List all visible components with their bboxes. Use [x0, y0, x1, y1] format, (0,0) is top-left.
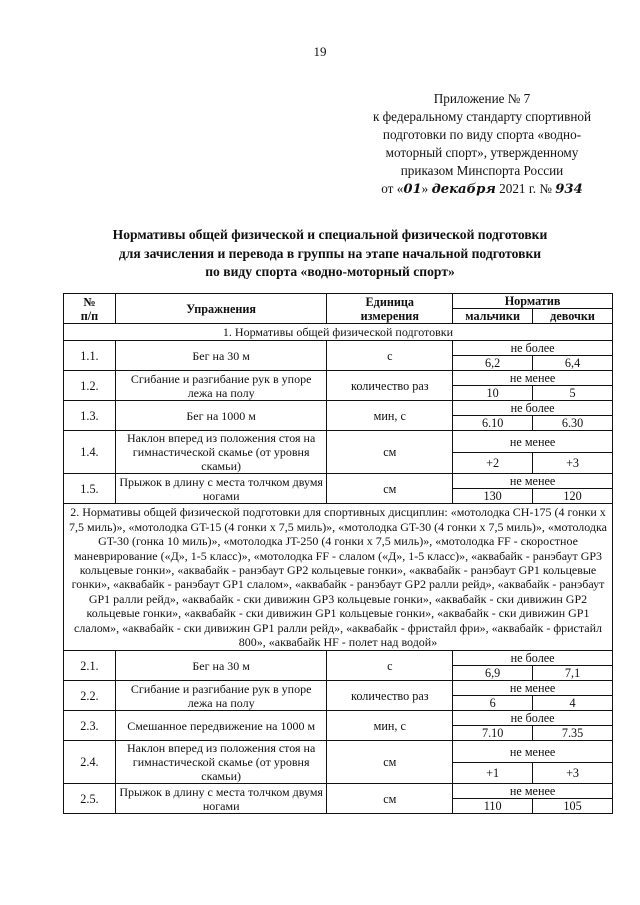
row-number: 1.4.: [64, 431, 116, 474]
page-number: 19: [313, 44, 327, 59]
appendix-line: моторный спорт», утвержденному: [385, 145, 579, 160]
unit-of-measure: с: [327, 651, 453, 681]
row-number: 2.5.: [64, 784, 116, 814]
norm-criterion: не менее: [453, 741, 613, 763]
table-row: [64, 341, 613, 356]
handwritten-order-number: 934: [555, 182, 583, 197]
norm-criterion: не более: [453, 651, 613, 666]
table-row: [64, 784, 613, 799]
norm-criterion: не более: [453, 341, 613, 356]
exercise-name: Наклон вперед из положения стоя на гимнастической скамье (от уровня скамьи): [115, 431, 327, 474]
exercise-name: Бег на 30 м: [115, 341, 327, 371]
unit-of-measure: с: [327, 341, 453, 371]
unit-of-measure: см: [327, 474, 453, 504]
header-num: № п/п: [64, 294, 116, 324]
norm-criterion: не более: [453, 711, 613, 726]
boys-value: 6,2: [453, 356, 533, 371]
exercise-name: Сгибание и разгибание рук в упоре лежа на полу: [115, 681, 327, 711]
appendix-line: подготовки по виду спорта «водно-: [382, 127, 582, 142]
girls-value: 4: [533, 696, 613, 711]
document-title: [60, 226, 600, 282]
order-date-line: [352, 180, 612, 199]
appendix-line: приказом Минспорта России: [400, 163, 564, 178]
exercise-name: Бег на 1000 м: [115, 401, 327, 431]
girls-value: 5: [533, 386, 613, 401]
boys-value: 6: [453, 696, 533, 711]
norms-table: [63, 293, 613, 814]
norm-criterion: не менее: [453, 371, 613, 386]
boys-value: 6,9: [453, 666, 533, 681]
header-unit: Единица измерения: [327, 294, 453, 324]
exercise-name: Прыжок в длину с места толчком двумя ногами: [115, 784, 327, 814]
header-boys: мальчики: [453, 309, 533, 324]
row-number: 2.4.: [64, 741, 116, 784]
row-number: 1.3.: [64, 401, 116, 431]
boys-value: 110: [453, 799, 533, 814]
year-text: 2021 г. №: [499, 181, 552, 196]
norm-criterion: не менее: [453, 431, 613, 453]
row-number: 1.5.: [64, 474, 116, 504]
row-number: 1.1.: [64, 341, 116, 371]
unit-of-measure: количество раз: [327, 681, 453, 711]
table-row: [64, 371, 613, 386]
title-line: по виду спорта «водно-моторный спорт»: [205, 264, 455, 279]
exercise-name: Бег на 30 м: [115, 651, 327, 681]
header-girls: девочки: [533, 309, 613, 324]
norm-criterion: не менее: [453, 784, 613, 799]
title-line: Нормативы общей физической и специальной физической подготовки: [112, 227, 548, 242]
row-number: 2.2.: [64, 681, 116, 711]
table-row: [64, 681, 613, 696]
handwritten-month: декабря: [431, 182, 496, 197]
girls-value: 7,1: [533, 666, 613, 681]
unit-of-measure: см: [327, 784, 453, 814]
table-row: [64, 711, 613, 726]
unit-of-measure: см: [327, 431, 453, 474]
girls-value: 7.35: [533, 726, 613, 741]
unit-of-measure: количество раз: [327, 371, 453, 401]
table-row: [64, 431, 613, 453]
table-row: [64, 651, 613, 666]
appendix-header: [352, 90, 612, 199]
boys-value: +2: [453, 452, 533, 474]
header-exercise: Упражнения: [115, 294, 327, 324]
exercise-name: Наклон вперед из положения стоя на гимнастической скамье (от уровня скамьи): [115, 741, 327, 784]
boys-value: 6.10: [453, 416, 533, 431]
boys-value: +1: [453, 762, 533, 784]
table-row: [64, 401, 613, 416]
exercise-name: Смешанное передвижение на 1000 м: [115, 711, 327, 741]
boys-value: 7.10: [453, 726, 533, 741]
appendix-title: Приложение № 7: [433, 91, 531, 106]
date-prefix: от «: [381, 181, 404, 196]
table-row: [64, 474, 613, 489]
girls-value: 6,4: [533, 356, 613, 371]
section-2-heading: 2. Нормативы общей физической подготовки для спортивных дисциплин: «мотолодка СН-175 (4 гонки х 7,5 миль)», «мотолодка GT-15 (4 гонки х 7,5 миль)», «мотолодка GT-30 (4 гонки х 7,5 миль)», «мотолодка GT-30 (гонка 10 миль)», «мотолодка JT-250 (4 гонки х 7,5 миль)», «мотолодка FF - скоростное маневрирование («Д», 1-5 класс)», «мотолодка FF - слалом («Д», 1-5 класс)», «аквабайк - ранэбаут GP3 кольцевые гонки», «аквабайк - ранэбаут GP2 кольцевые гонки», «аквабайк - ранэбаут GP1 кольцевые гонки», «аквабайк - ранэбаут GP1 слалом», «аквабайк - ранэбаут GP2 ралли рейд», «аквабайк - ранэбаут GP1 ралли рейд», «аквабайк - ски дивижин GP3 кольцевые гонки», «аквабайк - ски дивижин GP2 кольцевые гонки», «аквабайк - ски дивижин GP1 кольцевые гонки», «аквабайк - ски дивижин GP1 слалом», «аквабайк - ски дивижин GP1 ралли рейд», «аквабайк - фристайл фри», «аквабайк - фристайл 800», «аквабайк HF - полет над водой»: [64, 504, 613, 651]
date-mid: »: [421, 181, 429, 196]
unit-of-measure: см: [327, 741, 453, 784]
row-number: 1.2.: [64, 371, 116, 401]
table-row: [64, 741, 613, 763]
header-norm: Норматив: [453, 294, 613, 309]
norm-criterion: не менее: [453, 681, 613, 696]
norm-criterion: не более: [453, 401, 613, 416]
handwritten-day: 01: [403, 182, 422, 197]
girls-value: 6.30: [533, 416, 613, 431]
exercise-name: Прыжок в длину с места толчком двумя ногами: [115, 474, 327, 504]
section-1-heading: 1. Нормативы общей физической подготовки: [64, 324, 613, 341]
girls-value: 105: [533, 799, 613, 814]
girls-value: 120: [533, 489, 613, 504]
unit-of-measure: мин, с: [327, 401, 453, 431]
boys-value: 130: [453, 489, 533, 504]
exercise-name: Сгибание и разгибание рук в упоре лежа на полу: [115, 371, 327, 401]
row-number: 2.1.: [64, 651, 116, 681]
norm-criterion: не менее: [453, 474, 613, 489]
appendix-line: к федеральному стандарту спортивной: [372, 109, 592, 124]
row-number: 2.3.: [64, 711, 116, 741]
girls-value: +3: [533, 762, 613, 784]
title-line: для зачисления и перевода в группы на этапе начальной подготовки: [118, 245, 542, 261]
unit-of-measure: мин, с: [327, 711, 453, 741]
girls-value: +3: [533, 452, 613, 474]
boys-value: 10: [453, 386, 533, 401]
